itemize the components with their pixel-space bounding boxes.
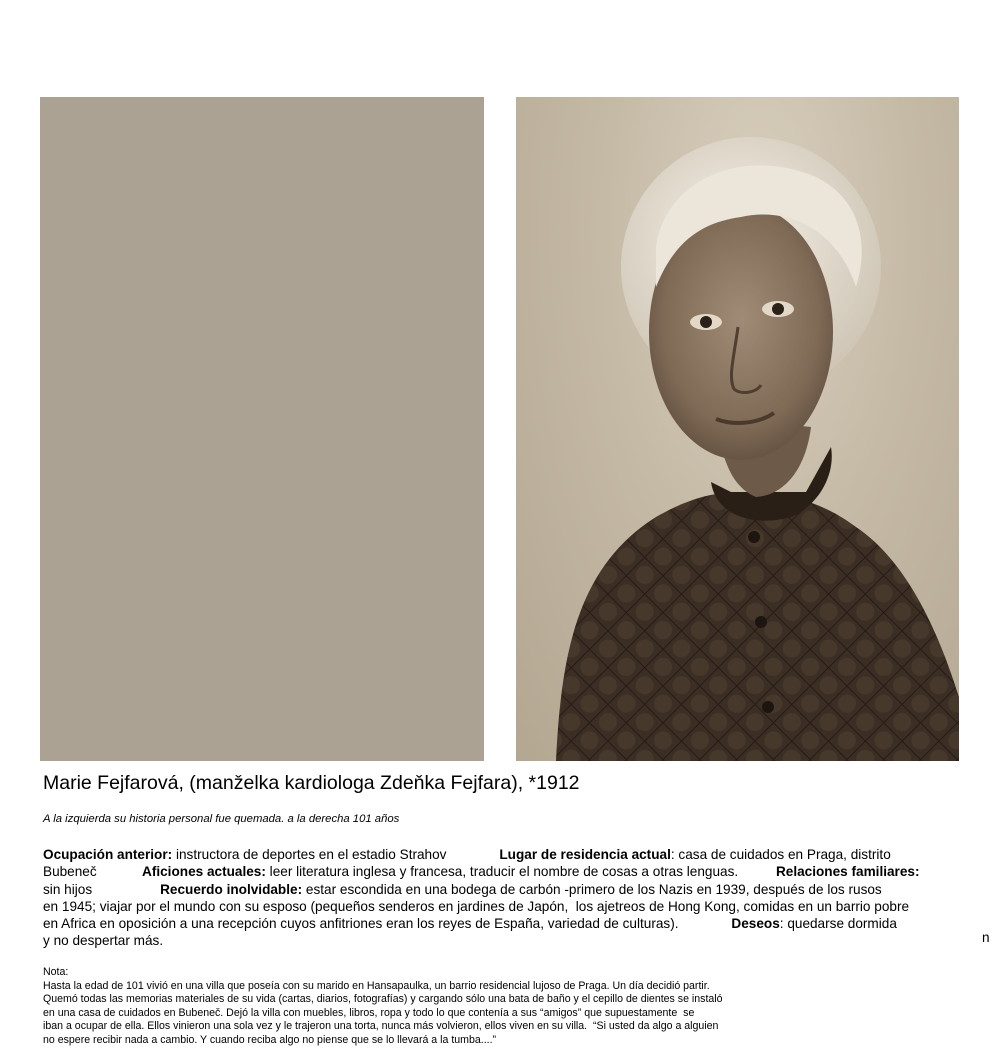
note-line: en una casa de cuidados en Bubeneč. Dejó la villa con muebles, libros, ropa y todo lo que contenía a sus “amigos” que supuestamente se [43,1006,695,1019]
note-line: Quemó todas las memorias materiales de su vida (cartas, diarios, fotografías) y cargando sólo una bata de baño y el cepillo de dientes se instaló [43,993,723,1006]
note-line: iban a ocupar de ella. Ellos vinieron una sola vez y le trajeron una torta, nunca más volvieron, ellos viven en su villa. “Si usted da algo a alguien [43,1020,719,1033]
memory-value-end: en Africa en oposición a una recepción cuyos anfitriones eran los reyes de España, variedad de culturas). [43,916,732,932]
facts-line: en 1945; viajar por el mundo con su esposo (pequeños senderos en jardines de Japón, los ajetreos de Hong Kong, comidas en un barrio pobre [43,898,910,914]
family-label: Relaciones familiares: [775,864,920,880]
occupation-value: instructora de deportes en el estadio Strahov [172,847,500,862]
photo-caption: A la izquierda su historia personal fue quemada. a la derecha 101 años [43,813,400,825]
facts-line [43,881,988,898]
note-heading: Nota: [43,966,69,978]
stray-character: n [982,930,990,945]
burned-history-panel [40,97,484,761]
portrait-photo [516,97,959,761]
residence-value: : casa de cuidados en Praga, distrito [670,847,891,862]
portrait-illustration [516,97,959,761]
family-value: sin hijos [43,881,161,897]
residence-district: Bubeneč [43,864,142,880]
occupation-label: Ocupación anterior: [43,847,173,862]
biography-facts [43,846,988,950]
note-block [43,966,723,1048]
hobbies-label: Aficiones actuales: [142,864,266,880]
facts-line [43,846,988,863]
wishes-value: : quedarse dormida [779,916,897,932]
note-line: Hasta la edad de 101 vivió en una villa que poseía con su marido en Hansapaulka, un barrio residencial lujoso de Praga. Un día decidió partir. [43,979,710,992]
residence-label: Lugar de residencia actual [499,847,671,862]
hobbies-value: leer literatura inglesa y francesa, traducir el nombre de cosas a otras lenguas. [265,864,776,880]
facts-line [43,863,988,880]
note-line: no espere recibir nada a cambio. Y cuando reciba algo no piense que se lo llevará a la tumba....” [43,1033,497,1046]
wishes-label: Deseos [731,916,780,932]
memory-label: Recuerdo inolvidable: [160,881,303,897]
facts-line [43,915,988,932]
portrait-title: Marie Fejfarová, (manželka kardiologa Zdeňka Fejfara), *1912 [43,772,580,794]
memory-value: estar escondida en una bodega de carbón -primero de los Nazis en 1939, después de los rusos [302,881,882,897]
facts-line: y no despertar más. [43,933,164,949]
